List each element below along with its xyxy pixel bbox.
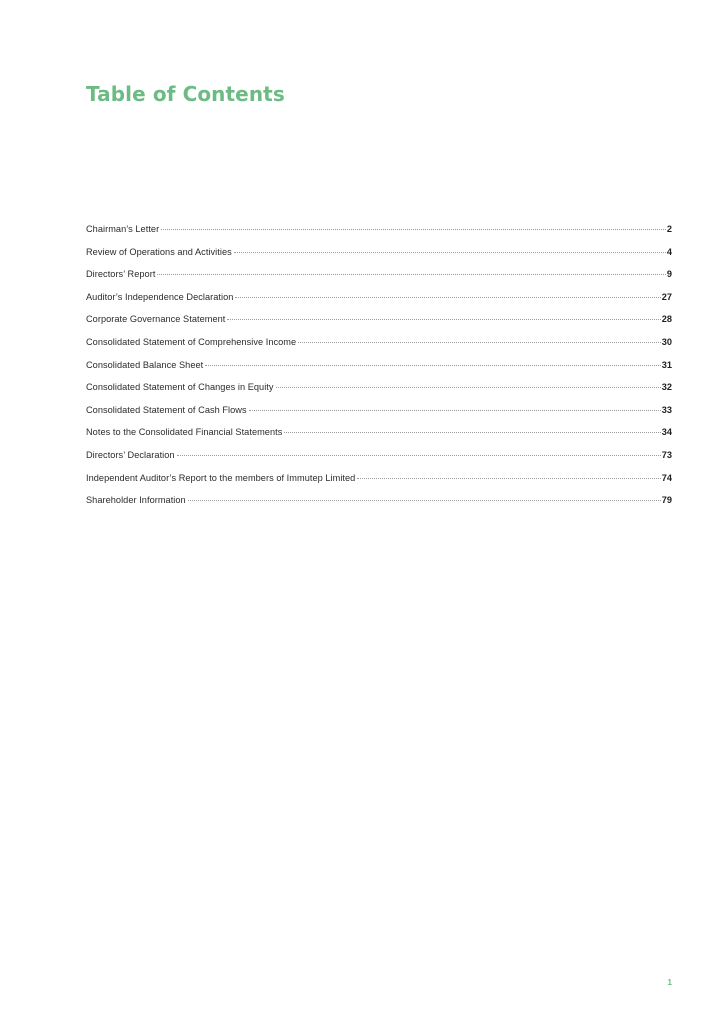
toc-entry-page: 32 <box>661 382 672 393</box>
toc-entry-page: 74 <box>661 472 672 483</box>
toc-entry[interactable] <box>86 495 672 518</box>
dot-leader <box>188 500 661 501</box>
dot-leader <box>249 410 661 411</box>
toc-entry[interactable] <box>86 473 672 496</box>
toc-entry-label: Shareholder Information <box>86 495 186 506</box>
toc-entry[interactable] <box>86 247 672 270</box>
toc-entry-page: 34 <box>661 427 672 438</box>
toc-entry-page: 31 <box>661 359 672 370</box>
toc-entry-page: 2 <box>666 224 672 234</box>
toc-entry[interactable] <box>86 360 672 383</box>
dot-leader <box>177 455 661 456</box>
toc-entry[interactable] <box>86 292 672 315</box>
toc-entry[interactable] <box>86 382 672 405</box>
dot-leader <box>157 274 665 275</box>
toc-entry-label: Consolidated Balance Sheet <box>86 359 204 370</box>
table-of-contents <box>86 224 672 518</box>
toc-entry[interactable] <box>86 269 672 292</box>
toc-entry-label: Directors’ Report <box>86 269 156 280</box>
toc-entry-label: Independent Auditor’s Report to the members of Immutep Limited <box>86 472 356 483</box>
toc-entry-page: 30 <box>661 336 672 347</box>
toc-entry-label: Corporate Governance Statement <box>86 314 226 325</box>
dot-leader <box>205 365 661 366</box>
dot-leader <box>227 319 660 320</box>
dot-leader <box>161 229 666 230</box>
toc-entry[interactable] <box>86 427 672 450</box>
toc-entry-page: 4 <box>666 246 672 257</box>
toc-entry-label: Notes to the Consolidated Financial Statements <box>86 427 283 438</box>
toc-entry[interactable] <box>86 337 672 360</box>
dot-leader <box>276 387 661 388</box>
toc-entry[interactable] <box>86 450 672 473</box>
page-number: 1 <box>667 978 672 987</box>
toc-entry[interactable] <box>86 405 672 428</box>
toc-entry-page: 73 <box>661 449 672 460</box>
dot-leader <box>234 252 666 253</box>
toc-entry-label: Review of Operations and Activities <box>86 246 232 257</box>
toc-entry-label: Auditor’s Independence Declaration <box>86 291 234 302</box>
dot-leader <box>284 432 660 433</box>
toc-entry-page: 33 <box>661 404 672 415</box>
toc-entry-label: Consolidated Statement of Cash Flows <box>86 404 247 415</box>
toc-entry[interactable] <box>86 224 672 247</box>
toc-entry-page: 28 <box>661 314 672 325</box>
toc-entry[interactable] <box>86 314 672 337</box>
toc-entry-page: 79 <box>661 495 672 506</box>
toc-entry-label: Consolidated Statement of Comprehensive Income <box>86 336 297 347</box>
dot-leader <box>235 297 660 298</box>
page-title: Table of Contents <box>86 82 285 106</box>
dot-leader <box>298 342 661 343</box>
toc-entry-label: Directors’ Declaration <box>86 449 175 460</box>
toc-entry-label: Consolidated Statement of Changes in Equity <box>86 382 274 393</box>
toc-entry-page: 9 <box>666 269 672 280</box>
dot-leader <box>357 478 660 479</box>
toc-entry-label: Chairman’s Letter <box>86 224 160 234</box>
toc-entry-page: 27 <box>661 291 672 302</box>
